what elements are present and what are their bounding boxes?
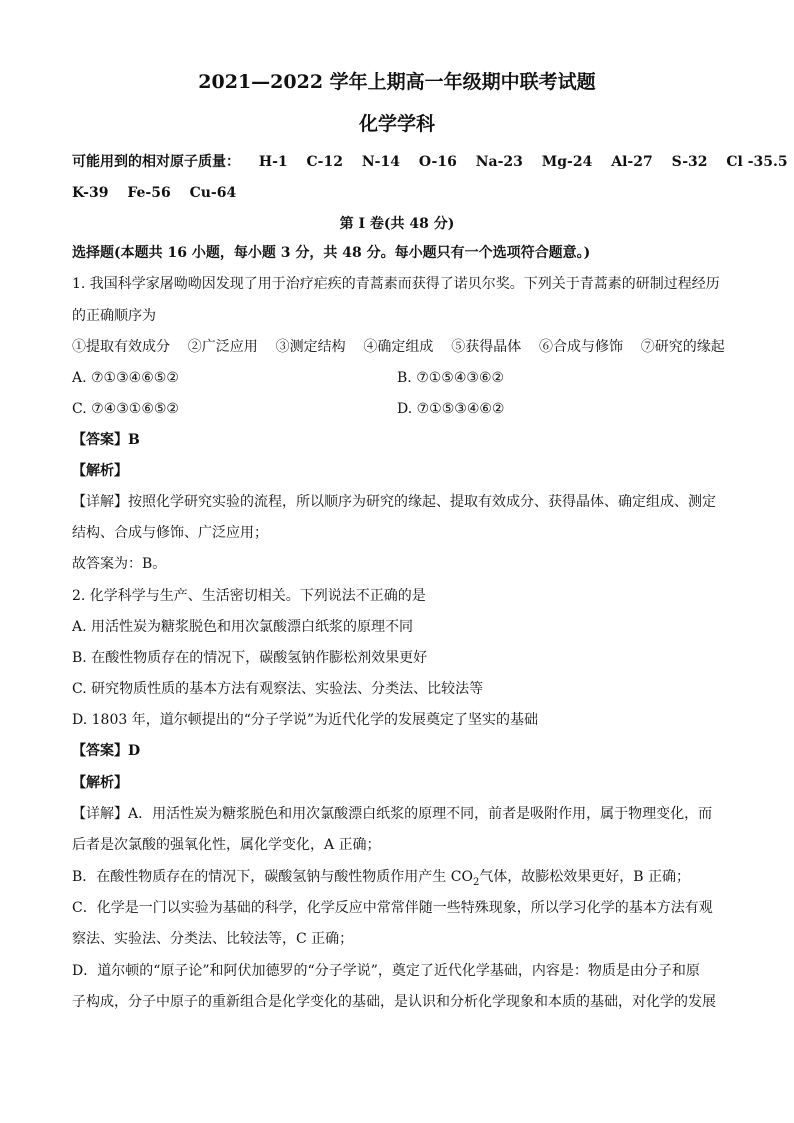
mass-item: Cu-64: [189, 185, 237, 201]
q2-option-a: A. 用活性炭为糖浆脱色和用次氯酸漂白纸浆的原理不同: [72, 619, 414, 635]
mass-item: S-32: [671, 154, 708, 170]
q2-detail-d-line1: D．道尔顿的“原子论”和阿伏加德罗的“分子学说”，奠定了近代化学基础，内容是：物质是由分子和原: [72, 963, 700, 979]
mass-item: Mg-24: [541, 154, 593, 170]
q2-stem: 2. 化学科学与生产、生活密切相关。下列说法不正确的是: [72, 588, 426, 604]
q1-detail-line1: 【详解】按照化学研究实验的流程，所以顺序为研究的缘起、提取有效成分、获得晶体、确定组成、测定: [72, 494, 716, 510]
q2-detail-c-line1: C．化学是一门以实验为基础的科学，化学反应中常常伴随一些特殊现象，所以学习化学的基本方法有观: [72, 900, 713, 916]
atomic-masses-line2: [72, 183, 722, 203]
q1-options-row1: [72, 368, 722, 388]
mass-item: Fe-56: [127, 185, 171, 201]
q2-detail-b-post: 气体，故膨松效果更好，B 正确；: [479, 869, 691, 885]
q1-option-c: C. ⑦④③①⑥⑤②: [72, 401, 179, 417]
atomic-masses-label: 可能用到的相对原子质量：: [72, 154, 240, 170]
mass-item: H-1: [258, 154, 288, 170]
mass-item: C-12: [306, 154, 343, 170]
q1-detail-line2: 结构、合成与修饰、广泛应用；: [72, 525, 268, 541]
mass-item: Al-27: [611, 154, 653, 170]
section-instructions: 选择题(本题共 16 小题，每小题 3 分，共 48 分。每小题只有一个选项符合题意。): [72, 245, 591, 261]
q1-items: ①提取有效成分 ②广泛应用 ③测定结构 ④确定组成 ⑤获得晶体 ⑥合成与修饰 ⑦研究的缘起: [72, 339, 725, 355]
q1-analysis-tag: 【解析】: [72, 463, 128, 479]
q1-option-b: B. ⑦①⑤④③⑥②: [397, 370, 505, 386]
mass-item: N-14: [361, 154, 400, 170]
q1-option-a: A. ⑦①③④⑥⑤②: [72, 370, 179, 386]
mass-item: Cl -35.5: [726, 154, 788, 170]
atomic-masses-line1: [72, 152, 788, 172]
q2-analysis-tag: 【解析】: [72, 775, 128, 791]
q1-answer: 【答案】B: [72, 432, 140, 448]
q2-detail-b-subscript: 2: [472, 876, 480, 888]
q1-option-d: D. ⑦①⑤③④⑥②: [397, 401, 505, 417]
q2-detail-a-line1: 【详解】A．用活性炭为糖浆脱色和用次氯酸漂白纸浆的原理不同，前者是吸附作用，属于物理变化，而: [72, 806, 713, 822]
mass-item: Na-23: [475, 154, 523, 170]
subject-title: 化学学科: [358, 113, 435, 135]
q2-option-c: C. 研究物质性质的基本方法有观察法、实验法、分类法、比较法等: [72, 681, 484, 697]
q2-detail-b: [72, 867, 722, 893]
q2-answer: 【答案】D: [72, 743, 141, 759]
q1-stem-line1: 1. 我国科学家屠呦呦因发现了用于治疗疟疾的青蒿素而获得了诺贝尔奖。下列关于青蒿素的研制过程经历: [72, 276, 720, 292]
q2-detail-a-line2: 后者是次氯酸的强氧化性，属化学变化，A 正确；: [72, 837, 381, 853]
mass-item: O-16: [418, 154, 457, 170]
exam-title: 2021—2022 学年上期高一年级期中联考试题: [198, 71, 596, 93]
q2-detail-c-line2: 察法、实验法、分类法、比较法等，C 正确；: [72, 931, 354, 947]
q1-conclusion: 故答案为：B。: [72, 556, 167, 572]
q1-options-row2: [72, 399, 722, 419]
q2-option-d: D. 1803 年，道尔顿提出的“分子学说”为近代化学的发展奠定了坚实的基础: [72, 712, 539, 728]
section-heading: 第 I 卷(共 48 分): [339, 216, 455, 232]
q1-stem-line2: 的正确顺序为: [72, 308, 156, 324]
q2-detail-b-pre: B．在酸性物质存在的情况下，碳酸氢钠与酸性物质作用产生 CO: [72, 869, 473, 885]
q2-option-b: B. 在酸性物质存在的情况下，碳酸氢钠作膨松剂效果更好: [72, 650, 428, 666]
mass-item: K-39: [72, 185, 109, 201]
q2-detail-d-line2: 子构成，分子中原子的重新组合是化学变化的基础，是认识和分析化学现象和本质的基础，对化学的发展: [72, 994, 716, 1010]
